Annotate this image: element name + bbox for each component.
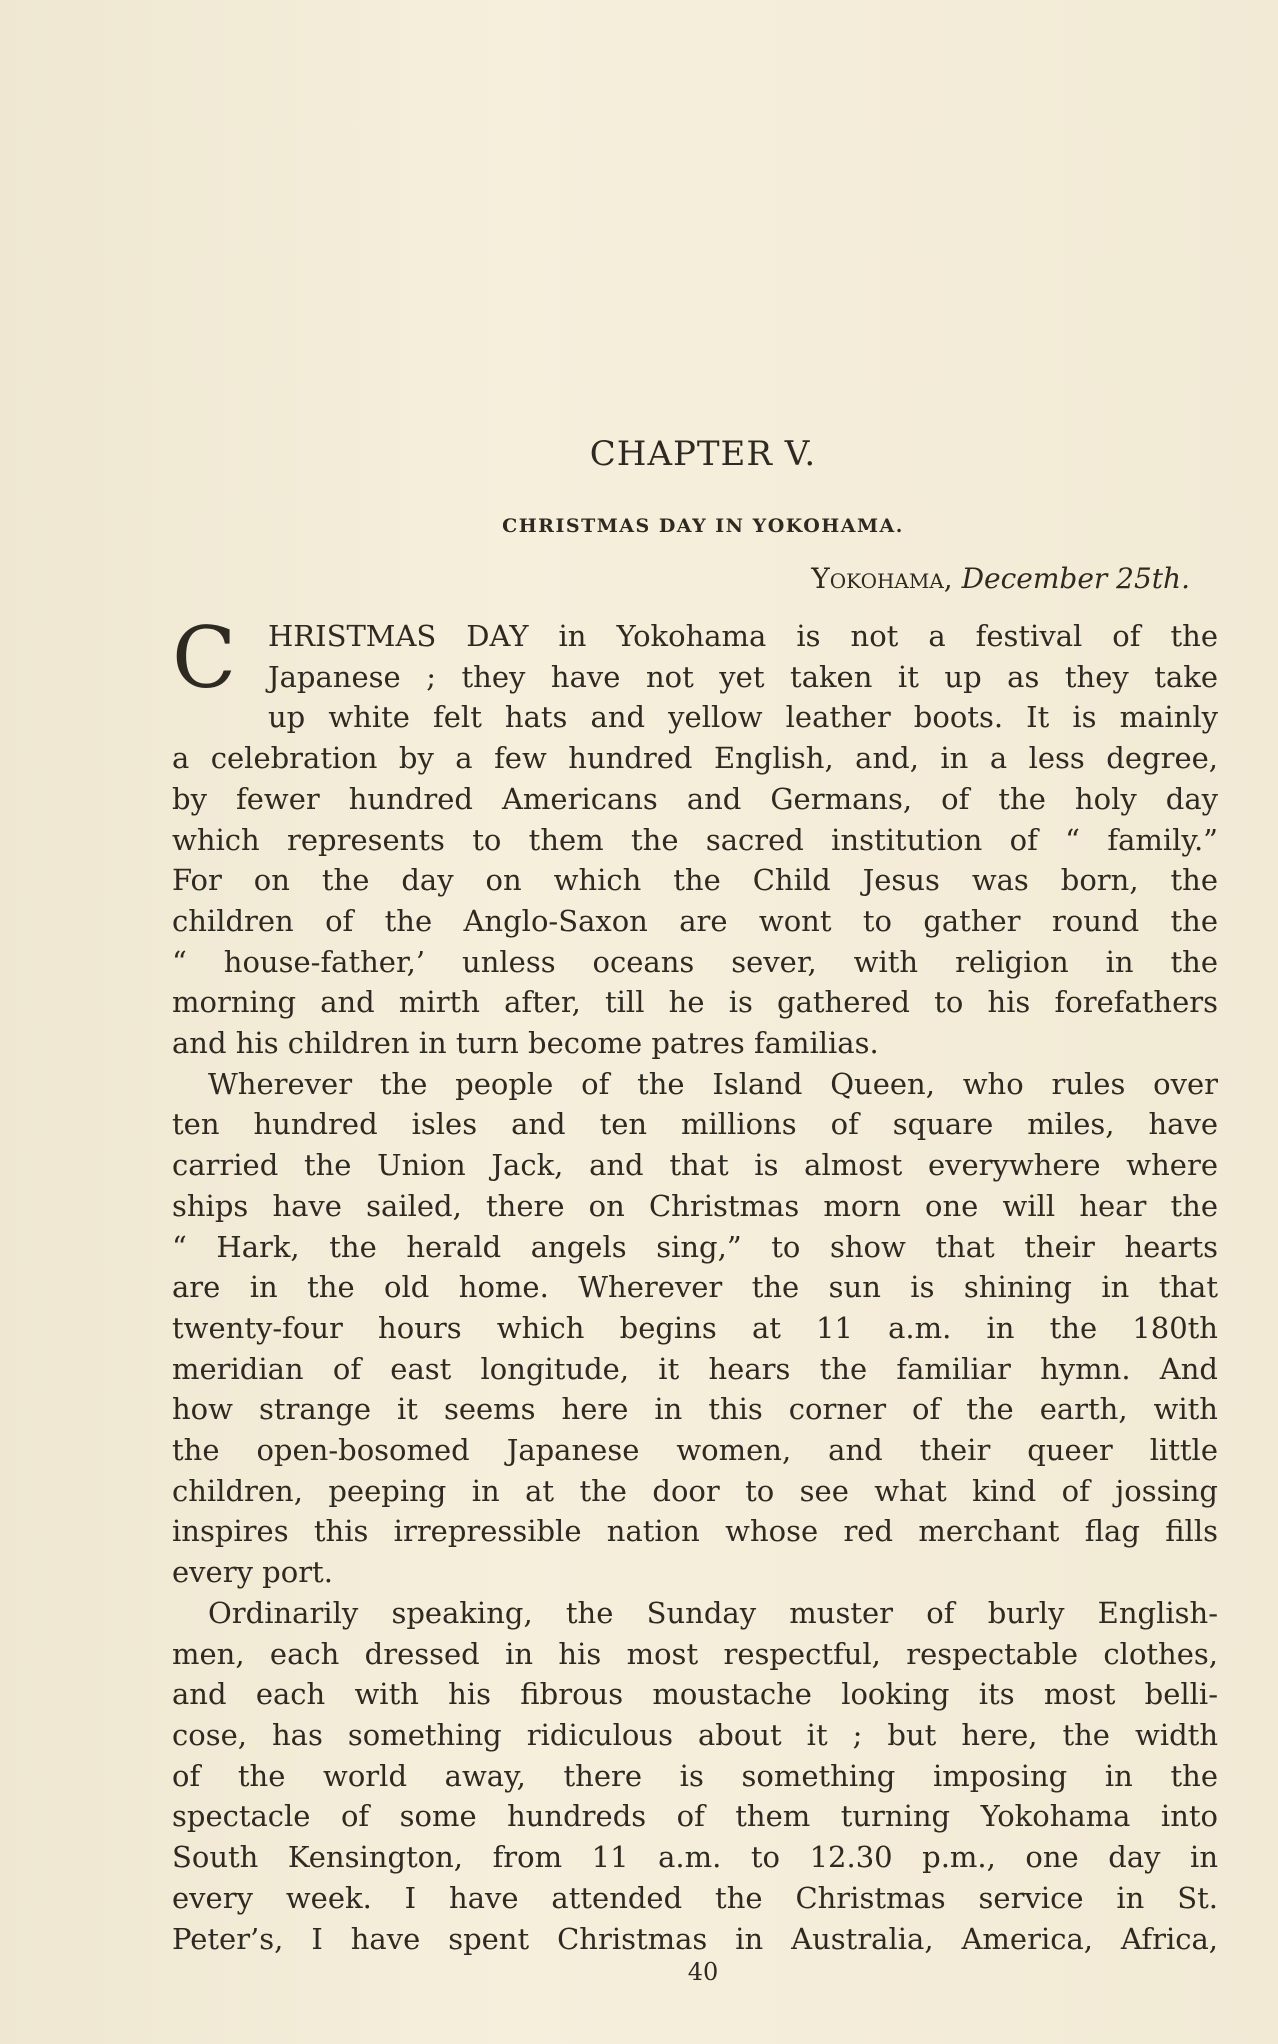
text-line: every port. bbox=[172, 1555, 333, 1590]
text-line: cose, has something ridiculous about it ; but here, the width bbox=[172, 1717, 1218, 1752]
body-text bbox=[172, 609, 1218, 1959]
text-line: morning and mirth after, till he is gathered to his forefathers bbox=[172, 985, 1218, 1020]
text-line: Japanese ; they have not yet taken it up as they take bbox=[268, 659, 1218, 694]
text-line: and each with his fibrous moustache looking its most belli- bbox=[172, 1677, 1218, 1712]
chapter-subtitle: CHRISTMAS DAY IN YOKOHAMA. bbox=[502, 515, 904, 537]
drop-cap: C bbox=[172, 609, 237, 707]
text-line: HRISTMAS DAY in Yokohama is not a festival of the bbox=[268, 619, 1218, 653]
text-line: how strange it seems here in this corner of the earth, with bbox=[172, 1392, 1218, 1427]
text-line: men, each dressed in his most respectful, respectable clothes, bbox=[172, 1636, 1218, 1671]
page-number: 40 bbox=[687, 1958, 719, 1986]
dateline-date: December 25th. bbox=[961, 562, 1190, 595]
text-line: ships have sailed, there on Christmas morn one will hear the bbox=[172, 1188, 1218, 1223]
text-line: meridian of east longitude, it hears the familiar hymn. And bbox=[172, 1351, 1218, 1386]
text-line: Wherever the people of the Island Queen, who rules over bbox=[208, 1066, 1218, 1101]
text-line: every week. I have attended the Christmas service in St. bbox=[172, 1880, 1218, 1915]
text-line: carried the Union Jack, and that is almost everywhere where bbox=[172, 1148, 1218, 1183]
text-line: and his children in turn become patres familias. bbox=[172, 1026, 879, 1061]
text-line: For on the day on which the Child Jesus was born, the bbox=[172, 863, 1218, 898]
text-line: a celebration by a few hundred English, and, in a less degree, bbox=[172, 741, 1218, 776]
dateline-place: Yokohama, bbox=[811, 562, 953, 595]
text-line: of the world away, there is something imposing in the bbox=[172, 1758, 1218, 1793]
text-line: spectacle of some hundreds of them turning Yokohama into bbox=[172, 1799, 1218, 1834]
text-line: Peter’s, I have spent Christmas in Australia, America, Africa, bbox=[172, 1921, 1218, 1956]
text-line: which represents to them the sacred institution of “ family.” bbox=[172, 822, 1218, 857]
text-line: twenty-four hours which begins at 11 a.m. in the 180th bbox=[172, 1310, 1218, 1345]
text-line: “ house-father,’ unless oceans sever, with religion in the bbox=[172, 944, 1218, 979]
text-line: inspires this irrepressible nation whose red merchant flag fills bbox=[172, 1514, 1218, 1549]
text-line: children of the Anglo-Saxon are wont to gather round the bbox=[172, 903, 1218, 938]
text-line: “ Hark, the herald angels sing,” to show that their hearts bbox=[172, 1229, 1218, 1264]
text-line: Ordinarily speaking, the Sunday muster of burly English- bbox=[208, 1595, 1218, 1630]
dateline bbox=[811, 562, 1190, 595]
text-line: by fewer hundred Americans and Germans, of the holy day bbox=[172, 781, 1218, 816]
text-line: up white felt hats and yellow leather boots. It is mainly bbox=[268, 700, 1218, 735]
text-line: South Kensington, from 11 a.m. to 12.30 p.m., one day in bbox=[172, 1840, 1218, 1875]
text-line: children, peeping in at the door to see what kind of jossing bbox=[172, 1473, 1218, 1508]
text-line: are in the old home. Wherever the sun is shining in that bbox=[172, 1270, 1218, 1305]
text-line: the open-bosomed Japanese women, and their queer little bbox=[172, 1433, 1218, 1468]
chapter-title: CHAPTER V. bbox=[589, 434, 817, 474]
text-line: ten hundred isles and ten millions of square miles, have bbox=[172, 1107, 1218, 1142]
